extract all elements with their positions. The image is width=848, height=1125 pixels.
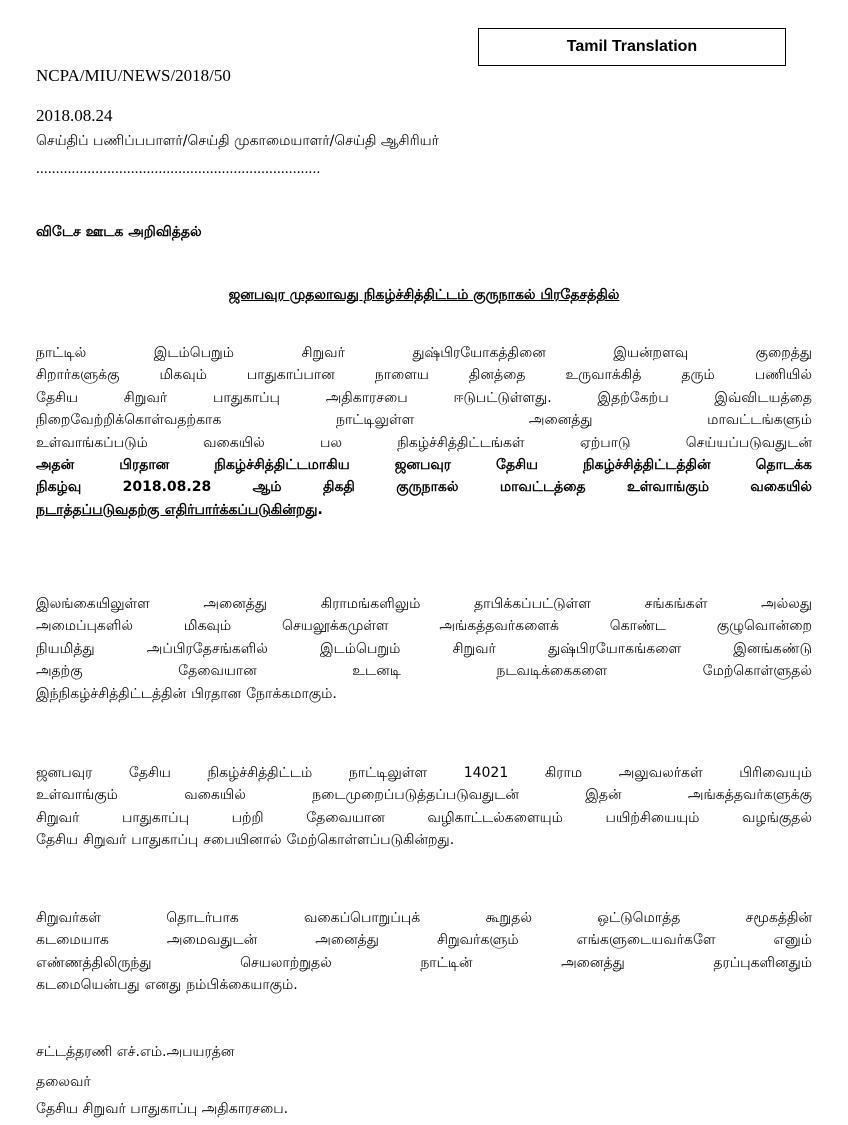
- paragraph-1-line: சிறார்களுக்கு மிகவும் பாதுகாப்பான நாளைய தினத்தை உருவாக்கித் தரும் பணியில்: [36, 367, 812, 384]
- recipients-line: செய்திப் பணிப்பபாளர்/செய்தி முகாமையாளர்/செய்தி ஆசிரியர்: [36, 133, 439, 149]
- translation-label-box: [478, 28, 786, 66]
- signatory-organization: தேசிய சிறுவர் பாதுகாப்பு அதிகாரசபை.: [36, 1101, 289, 1117]
- paragraph-2: [36, 593, 812, 705]
- paragraph-4-line: கடமையாக அமைவதுடன் அனைத்து சிறுவர்களும் எங்களுடையவர்களே எனும்: [36, 932, 812, 949]
- paragraph-4-line: எண்ணத்திலிருந்து செயலாற்றுதல் நாட்டின் அனைத்து தரப்புகளினதும்: [36, 954, 812, 971]
- paragraph-1-bold-line-last: [36, 499, 812, 521]
- dotted-line: ........................................................................: [36, 161, 321, 177]
- paragraph-1-line: நாட்டில் இடம்பெறும் சிறுவர் துஷ்பிரயோகத்தினை இயன்றளவு குறைத்து: [36, 345, 812, 361]
- paragraph-1-line: தேசிய சிறுவர் பாதுகாப்பு அதிகாரசபை ஈடுபட்டுள்ளது. இதற்கேற்ப இவ்விடயத்தை: [36, 389, 812, 406]
- paragraph-3-line: தேசிய சிறுவர் பாதுகாப்பு சபையினால் மேற்கொள்ளப்படுகின்றது.: [36, 832, 455, 849]
- paragraph-1: [36, 342, 812, 521]
- reference-number: NCPA/MIU/NEWS/2018/50: [36, 66, 231, 85]
- paragraph-2-line: இலங்கையிலுள்ள அனைத்து கிராமங்களிலும் தாபிக்கப்பட்டுள்ள சங்கங்கள் அல்லது: [36, 596, 812, 612]
- paragraph-2-line: அதற்கு தேவையான உடனடி நடவடிக்கைகளை மேற்கொள்ளுதல்: [36, 663, 812, 680]
- paragraph-4-line: சிறுவர்கள் தொடர்பாக வகைப்பொறுப்புக் கூறுதல் ஒட்டுமொத்த சமூகத்தின்: [36, 910, 812, 926]
- paragraph-1-line: உள்வாங்கப்படும் வகையில் பல நிகழ்ச்சித்திட்டங்கள் ஏற்பாடு செய்யப்படுவதுடன்: [36, 434, 812, 451]
- paragraph-2-line: நியமித்து அப்பிரதேசங்களில் இடம்பெறும் சிறுவர் துஷ்பிரயோகங்களை இனங்கண்டு: [36, 640, 812, 657]
- paragraph-2-line: இந்நிகழ்ச்சித்திட்டத்தின் பிரதான நோக்கமாகும்.: [36, 685, 337, 702]
- paragraph-3-line: உள்வாங்கும் வகையில் நடைமுறைப்படுத்தப்படுவதுடன் இதன் அங்கத்தவர்களுக்கு: [36, 787, 812, 804]
- paragraph-3: [36, 762, 812, 852]
- signatory-name: சட்டத்தரணி எச்.எம்.அபயரத்ன: [36, 1044, 235, 1060]
- signatory-title: தலைவர்: [36, 1074, 91, 1090]
- paragraph-3-line: ஜனபவுர தேசிய நிகழ்ச்சித்திட்டம் நாட்டிலுள்ள 14021 கிராம அலுவலர்கள் பிரிவையும்: [36, 765, 812, 781]
- main-heading: ஜனபவுர முதலாவது நிகழ்ச்சித்திட்டம் குருநாகல் பிரதேசத்தில்: [228, 287, 620, 303]
- paragraph-2-line: அமைப்புகளில் மிகவும் செயலூக்கமுள்ள அங்கத்தவர்களைக் கொண்ட குழுவொன்றை: [36, 618, 812, 635]
- paragraph-4: [36, 907, 812, 997]
- period: .: [317, 501, 323, 518]
- translation-label: Tamil Translation: [566, 38, 698, 55]
- document-date: 2018.08.24: [36, 106, 113, 125]
- paragraph-4-line: கடமையென்பது எனது நம்பிக்கையாகும்.: [36, 977, 298, 994]
- notice-title: விடேச ஊடக அறிவித்தல்: [36, 224, 202, 240]
- underlined-text: நடாத்தப்படுவதற்கு எதிர்பார்க்கப்படுகின்றது: [36, 501, 318, 518]
- paragraph-1-bold-line: நிகழ்வு 2018.08.28 ஆம் திகதி குருநாகல் மாவட்டத்தை உள்வாங்கும் வகையில்: [36, 479, 812, 496]
- paragraph-1-line: நிறைவேற்றிக்கொள்வதற்காக நாட்டிலுள்ள அனைத்து மாவட்டங்களும்: [36, 412, 812, 429]
- paragraph-1-bold-line: அதன் பிரதான நிகழ்ச்சித்திட்டமாகிய ஜனபவுர தேசிய நிகழ்ச்சித்திட்டத்தின் தொடக்க: [36, 457, 812, 474]
- paragraph-3-line: சிறுவர் பாதுகாப்பு பற்றி தேவையான வழிகாட்டல்களையும் பயிற்சியையும் வழங்குதல்: [36, 809, 812, 826]
